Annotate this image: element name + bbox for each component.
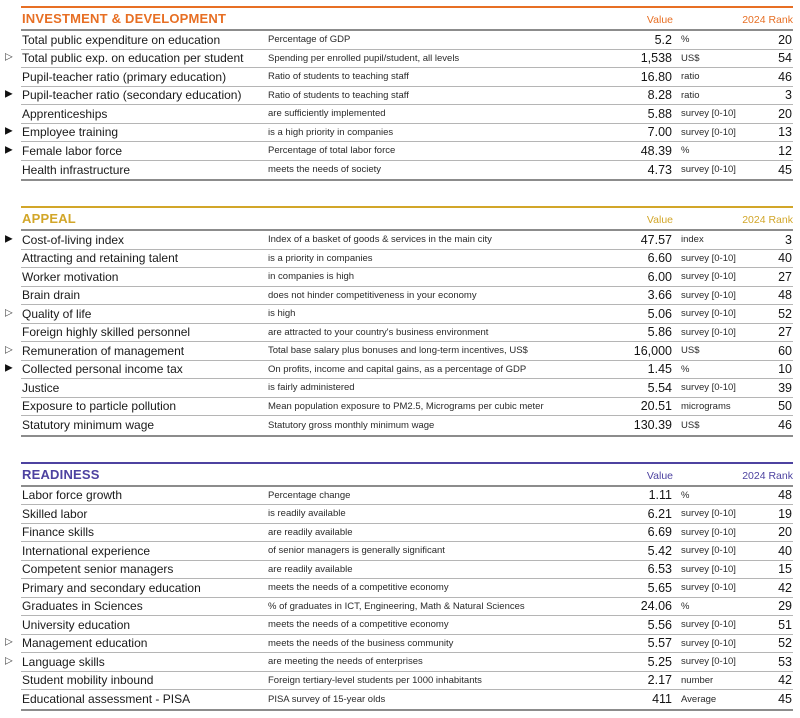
indicator-unit: % — [681, 363, 690, 375]
triangle-marker-icon: ▶ — [5, 125, 13, 137]
indicator-value: 6.53 — [647, 562, 672, 577]
indicator-name: Primary and secondary education — [22, 580, 201, 595]
triangle-marker-icon: ▶ — [5, 88, 13, 100]
indicator-description: are readily available — [268, 526, 353, 538]
indicator-value: 7.00 — [647, 125, 672, 140]
indicator-unit: US$ — [681, 345, 700, 357]
indicator-value: 5.56 — [647, 617, 672, 632]
indicator-rank: 48 — [778, 488, 792, 503]
indicator-rank: 20 — [778, 525, 792, 540]
indicator-rank: 40 — [778, 251, 792, 266]
table-row — [21, 398, 793, 417]
indicator-unit: US$ — [681, 419, 700, 431]
indicator-value: 6.69 — [647, 525, 672, 540]
table-row — [21, 268, 793, 287]
indicator-unit: survey [0-10] — [681, 382, 736, 394]
indicator-value: 411 — [652, 692, 672, 707]
indicator-description: Percentage of GDP — [268, 34, 351, 46]
table-row — [5, 50, 793, 69]
indicator-rank: 15 — [778, 562, 792, 577]
table-row — [5, 124, 793, 143]
section-title: APPEAL — [22, 211, 76, 226]
table-row — [21, 672, 793, 691]
table-row — [5, 635, 793, 654]
indicator-unit: survey [0-10] — [681, 563, 736, 575]
indicator-name: Competent senior managers — [22, 562, 174, 577]
indicator-name: Total public expenditure on education — [22, 32, 221, 47]
value-column-header: Value — [646, 14, 673, 26]
indicator-unit: survey [0-10] — [681, 508, 736, 520]
indicator-name: Statutory minimum wage — [22, 418, 155, 433]
table-row — [5, 361, 793, 380]
value-column-header: Value — [646, 469, 673, 482]
table-row — [21, 379, 793, 398]
indicator-value: 3.66 — [647, 288, 672, 303]
indicator-unit: % — [681, 600, 690, 612]
table-row — [5, 342, 793, 361]
indicator-unit: Average — [681, 693, 717, 705]
indicator-description: are readily available — [268, 563, 353, 575]
indicator-description: Percentage change — [268, 489, 351, 501]
indicator-value: 20.51 — [640, 399, 672, 414]
indicator-value: 6.60 — [647, 251, 672, 266]
indicator-rank: 60 — [778, 343, 792, 358]
indicator-rows — [5, 231, 793, 435]
indicator-unit: number — [681, 674, 714, 686]
indicator-value: 1.45 — [647, 362, 672, 377]
indicator-description: are sufficiently implemented — [268, 108, 386, 120]
table-row — [5, 142, 793, 161]
indicator-rank: 50 — [778, 399, 792, 414]
indicator-value: 1.11 — [648, 488, 672, 503]
indicator-rank: 19 — [778, 506, 792, 521]
indicator-value: 2.17 — [647, 673, 672, 688]
table-row — [21, 487, 793, 506]
indicator-description: Mean population exposure to PM2.5, Micrograms per cubic meter — [268, 400, 544, 412]
indicator-name: Skilled labor — [22, 506, 88, 521]
indicator-description: is a high priority in companies — [268, 126, 394, 138]
table-row — [21, 598, 793, 617]
indicator-description: are attracted to your country's business environment — [268, 326, 489, 338]
indicator-value: 5.25 — [647, 654, 672, 669]
indicator-unit: survey [0-10] — [681, 545, 736, 557]
indicator-rank: 54 — [778, 51, 792, 66]
indicator-description: Statutory gross monthly minimum wage — [268, 419, 435, 431]
table-row — [21, 105, 793, 124]
section-investment-development — [5, 6, 793, 181]
indicator-unit: survey [0-10] — [681, 656, 736, 668]
indicator-unit: survey [0-10] — [681, 326, 736, 338]
indicator-name: Pupil-teacher ratio (secondary education) — [22, 88, 242, 103]
indicator-name: Educational assessment - PISA — [22, 692, 191, 707]
indicator-name: Health infrastructure — [22, 162, 131, 177]
indicator-rank: 46 — [778, 418, 792, 433]
indicator-description: PISA survey of 15-year olds — [268, 693, 386, 705]
indicator-name: Language skills — [22, 654, 105, 669]
rank-column-header: 2024 Rank — [742, 214, 793, 226]
indicator-unit: US$ — [681, 52, 700, 64]
table-row — [21, 250, 793, 269]
indicator-name: Foreign highly skilled personnel — [22, 325, 191, 340]
indicator-description: are meeting the needs of enterprises — [268, 656, 423, 668]
indicator-name: University education — [22, 617, 131, 632]
indicator-value: 5.42 — [647, 543, 672, 558]
indicator-description: is high — [268, 308, 296, 320]
indicator-unit: micrograms — [681, 400, 731, 412]
table-row — [21, 416, 793, 435]
rank-column-header: 2024 Rank — [742, 14, 793, 26]
indicator-rank: 52 — [778, 636, 792, 651]
indicator-value: 24.06 — [640, 599, 672, 614]
indicator-value: 47.57 — [640, 232, 672, 247]
indicator-rank: 46 — [778, 69, 792, 84]
indicator-name: Cost-of-living index — [22, 232, 125, 247]
indicator-description: of senior managers is generally significant — [268, 545, 445, 557]
indicator-description: On profits, income and capital gains, as a percentage of GDP — [268, 363, 527, 375]
section-readiness — [5, 462, 793, 711]
triangle-marker-icon: ▶ — [5, 144, 13, 156]
section-header — [21, 464, 793, 487]
section-appeal — [5, 206, 793, 437]
table-row — [5, 653, 793, 672]
indicator-description: meets the needs of a competitive economy — [268, 582, 449, 594]
indicator-unit: survey [0-10] — [681, 108, 736, 120]
indicator-unit: % — [681, 489, 690, 501]
indicator-description: Ratio of students to teaching staff — [268, 71, 409, 83]
indicator-description: meets the needs of the business community — [268, 637, 454, 649]
table-row — [21, 505, 793, 524]
indicator-unit: ratio — [681, 71, 700, 83]
indicator-unit: survey [0-10] — [681, 308, 736, 320]
indicator-name: Exposure to particle pollution — [22, 399, 177, 414]
indicator-value: 16.80 — [640, 69, 672, 84]
section-header — [21, 8, 793, 31]
indicator-unit: survey [0-10] — [681, 271, 736, 283]
indicator-rank: 29 — [778, 599, 792, 614]
indicator-name: Total public exp. on education per student — [22, 51, 244, 66]
table-row — [5, 231, 793, 250]
table-row — [21, 561, 793, 580]
indicator-unit: survey [0-10] — [681, 526, 736, 538]
indicator-value: 5.57 — [647, 636, 672, 651]
indicator-unit: survey [0-10] — [681, 252, 736, 264]
indicator-description: Spending per enrolled pupil/student, all levels — [268, 52, 460, 64]
table-row — [21, 324, 793, 343]
indicator-unit: survey [0-10] — [681, 289, 736, 301]
indicator-rows — [5, 31, 793, 179]
indicator-value: 48.39 — [640, 143, 672, 158]
indicator-value: 5.65 — [647, 580, 672, 595]
section-title: INVESTMENT & DEVELOPMENT — [22, 11, 227, 26]
indicator-description: Ratio of students to teaching staff — [268, 89, 409, 101]
indicator-name: Labor force growth — [22, 488, 123, 503]
indicator-description: meets the needs of a competitive economy — [268, 619, 449, 631]
section-title: READINESS — [22, 466, 100, 482]
indicator-description: is readily available — [268, 508, 346, 520]
indicator-name: Quality of life — [22, 306, 92, 321]
indicator-value: 8.28 — [647, 88, 672, 103]
indicator-value: 5.2 — [654, 32, 672, 47]
indicator-value: 1,538 — [640, 51, 672, 66]
indicator-name: Worker motivation — [22, 269, 119, 284]
table-row — [21, 616, 793, 635]
triangle-marker-icon: ▷ — [5, 307, 13, 319]
indicator-description: Foreign tertiary-level students per 1000 inhabitants — [268, 674, 482, 686]
indicator-rank: 20 — [778, 32, 792, 47]
indicator-name: Apprenticeships — [22, 106, 108, 121]
indicator-rank: 13 — [778, 125, 792, 140]
indicator-name: Justice — [22, 380, 60, 395]
indicator-name: Student mobility inbound — [22, 673, 154, 688]
indicator-rank: 3 — [785, 88, 792, 103]
triangle-marker-icon: ▷ — [5, 344, 13, 356]
indicator-value: 16,000 — [633, 343, 672, 358]
triangle-marker-icon: ▶ — [5, 362, 13, 374]
indicator-description: does not hinder competitiveness in your economy — [268, 289, 477, 301]
indicator-name: Remuneration of management — [22, 343, 185, 358]
triangle-marker-icon: ▷ — [5, 51, 13, 63]
indicator-name: Management education — [22, 636, 148, 651]
indicator-name: Finance skills — [22, 525, 95, 540]
indicator-rank: 45 — [778, 162, 792, 177]
indicator-rank: 27 — [778, 325, 792, 340]
indicator-description: is a priority in companies — [268, 252, 373, 264]
indicator-unit: % — [681, 145, 690, 157]
triangle-marker-icon: ▷ — [5, 636, 13, 648]
table-row — [21, 542, 793, 561]
indicator-rank: 42 — [778, 673, 792, 688]
indicator-value: 5.54 — [647, 380, 672, 395]
table-row — [21, 690, 793, 709]
indicator-rank: 53 — [778, 654, 792, 669]
table-row — [21, 524, 793, 543]
indicator-name: Attracting and retaining talent — [22, 251, 179, 266]
indicator-name: Pupil-teacher ratio (primary education) — [22, 69, 227, 84]
indicator-value: 5.06 — [647, 306, 672, 321]
indicator-description: meets the needs of society — [268, 164, 382, 176]
indicator-description: is fairly administered — [268, 382, 355, 394]
indicator-name: Collected personal income tax — [22, 362, 183, 377]
indicator-rank: 12 — [778, 143, 792, 158]
indicator-description: % of graduates in ICT, Engineering, Math & Natural Sciences — [268, 600, 525, 612]
table-row — [21, 161, 793, 180]
indicator-rank: 40 — [778, 543, 792, 558]
indicator-unit: index — [681, 234, 704, 246]
table-row — [21, 579, 793, 598]
indicator-unit: survey [0-10] — [681, 582, 736, 594]
indicator-unit: survey [0-10] — [681, 637, 736, 649]
indicator-unit: survey [0-10] — [681, 619, 736, 631]
triangle-marker-icon: ▷ — [5, 655, 13, 667]
indicator-description: Total base salary plus bonuses and long-term incentives, US$ — [268, 345, 528, 357]
indicator-name: Graduates in Sciences — [22, 599, 143, 614]
indicator-rank: 39 — [778, 380, 792, 395]
indicator-description: in companies is high — [268, 271, 355, 283]
indicator-rank: 48 — [778, 288, 792, 303]
table-row — [21, 68, 793, 87]
indicator-rank: 10 — [778, 362, 792, 377]
indicator-rank: 42 — [778, 580, 792, 595]
indicator-rank: 27 — [778, 269, 792, 284]
indicator-value: 6.00 — [647, 269, 672, 284]
indicator-rank: 20 — [778, 106, 792, 121]
indicator-rank: 45 — [778, 692, 792, 707]
indicator-value: 4.73 — [647, 162, 672, 177]
indicator-rows — [5, 487, 793, 709]
indicator-value: 130.39 — [633, 418, 672, 433]
table-row — [5, 305, 793, 324]
indicator-name: Employee training — [22, 125, 119, 140]
table-row — [21, 31, 793, 50]
indicator-value: 5.86 — [647, 325, 672, 340]
indicator-value: 6.21 — [647, 506, 672, 521]
table-row — [21, 287, 793, 306]
indicator-unit: ratio — [681, 89, 700, 101]
indicator-name: Brain drain — [22, 288, 81, 303]
indicator-rank: 3 — [785, 232, 792, 247]
indicator-name: International experience — [22, 543, 151, 558]
indicator-value: 5.88 — [647, 106, 672, 121]
indicator-rank: 51 — [778, 617, 792, 632]
table-row — [5, 87, 793, 106]
indicator-name: Female labor force — [22, 143, 123, 158]
indicator-description: Index of a basket of goods & services in the main city — [268, 234, 492, 246]
indicator-description: Percentage of total labor force — [268, 145, 396, 157]
indicator-unit: survey [0-10] — [681, 126, 736, 138]
indicator-unit: survey [0-10] — [681, 164, 736, 176]
triangle-marker-icon: ▶ — [5, 233, 13, 245]
indicator-unit: % — [681, 34, 690, 46]
section-header — [21, 208, 793, 231]
rank-column-header: 2024 Rank — [742, 469, 793, 482]
value-column-header: Value — [646, 214, 673, 226]
indicator-rank: 52 — [778, 306, 792, 321]
